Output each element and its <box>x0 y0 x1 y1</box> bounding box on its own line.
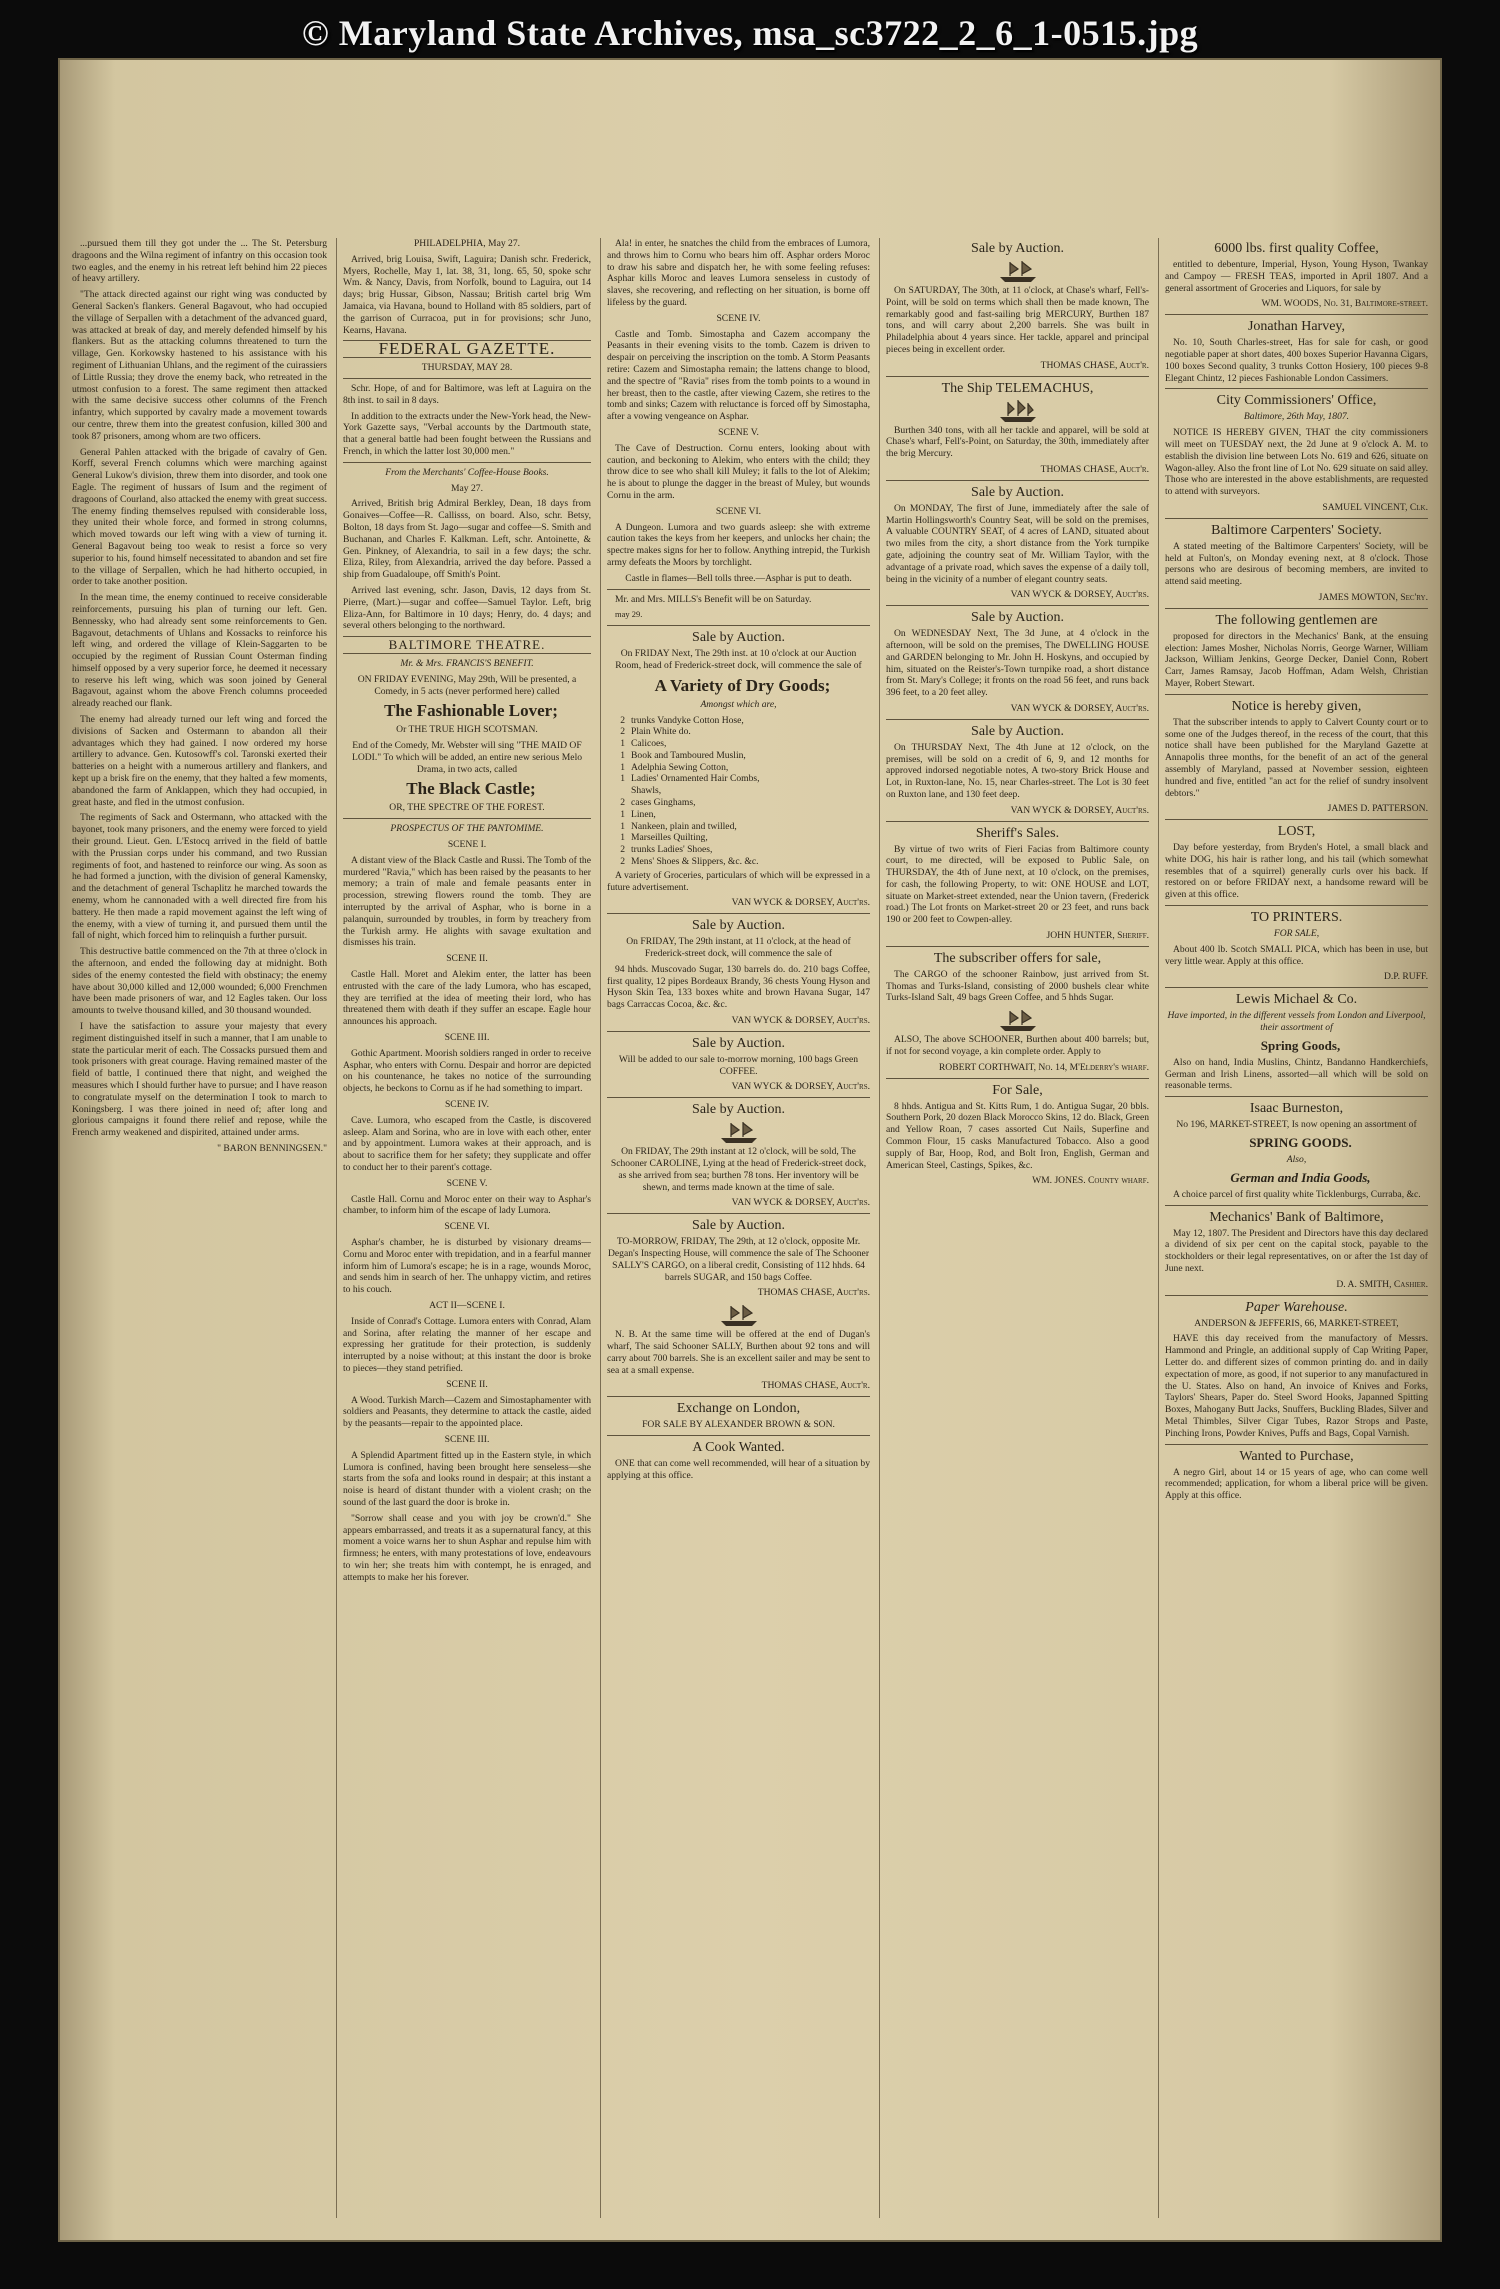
ad-title: Sale by Auction. <box>692 918 785 934</box>
ad-text: By virtue of two writs of Fieri Facias from Baltimore county court, to me directed, will be exposed to Public Sale, on THURSDAY, the 4th of June next, at 10 o'clock, on the premises, for cash, the following Property, to wit: ONE HOUSE and LOT, situate on Market-street extended, near the Union tavern, (Frederick road.) The Lot fronts on Market-street 20 or 23 feet, and runs back 190 or 200 feet to Cowpen-alley. <box>886 843 1149 926</box>
scene-heading: SCENE III. <box>444 1032 490 1044</box>
list-item: 2 trunks Ladies' Shoes, <box>620 844 713 856</box>
divider <box>607 625 870 626</box>
ad-subheading: FOR SALE, <box>1273 928 1320 940</box>
ad-signer: VAN WYCK & DORSEY, Auct'rs. <box>1010 804 1149 816</box>
ad-signer: VAN WYCK & DORSEY, Auct'rs. <box>1010 702 1149 714</box>
scene-text: A Wood. Turkish March—Cazem and Simostaphamenter with soldiers and Peasants, they determine to attack the castle, aided by the peasants—repair to the appointed place. <box>343 1394 591 1430</box>
scene-text: The Cave of Destruction. Cornu enters, looking about with caution, and beckoning to Alekim, who enters with the child; they throw dice to see who shall kill Muley; it falls to the lot of Alekim; he is about to plunge the dagger in the breast of Muley, but wounds Cornu in the arm. <box>607 442 870 501</box>
scene-text: Ala! in enter, he snatches the child from the embraces of Lumora, and throws him to Cornu who bears him off. Asphar orders Moroc to draw his sabre and dispatch her, he with some feeling refuses: Asphar kills Moroc and leaves Lumora senseless in custody of slaves, she recovering, and reflecting on her situation, is borne off lifeless by the guard. <box>607 238 870 308</box>
ad-title: Lewis Michael & Co. <box>1235 992 1358 1008</box>
ad-signer: VAN WYCK & DORSEY, Auct'rs. <box>1010 589 1149 601</box>
scene-text: Castle Hall. Cornu and Moroc enter on their way to Asphar's chamber, to inform him of the escape of lady Lumora. <box>343 1193 591 1217</box>
divider <box>1165 1295 1428 1296</box>
news-text: In addition to the extracts under the New-York head, the New-York Gazette says, "Verbal accounts by the Dartmouth state, that a general battle had been fought between the Russians and French, in which the latter lost 30,000 men." <box>343 410 591 457</box>
scene-heading: SCENE V. <box>718 426 759 438</box>
ad-title: Jonathan Harvey, <box>1247 319 1346 335</box>
ad-title: Sale by Auction. <box>692 630 785 646</box>
ad-title: Baltimore Carpenters' Society. <box>1211 522 1382 538</box>
ad-text: FOR SALE BY ALEXANDER BROWN & SON. <box>642 1419 835 1431</box>
ad-signer: WM. WOODS, No. 31, Baltimore-street. <box>1261 298 1428 310</box>
notice-date: may 29. <box>615 609 643 620</box>
ad-headline: SPRING GOODS. <box>1249 1135 1352 1151</box>
ad-title: Paper Warehouse. <box>1245 1299 1348 1315</box>
scene-text: A distant view of the Black Castle and Russi. The Tomb of the murdered "Ravia," which has been raised by the peasants to her memory; a train of male and female peasants enter in procession, strewing flowers round the tomb. They are interrupted by the arrival of Asphar, who is borne in a palanquin, surrounded by troubles, in form by treachery from the Turkish army. He alights with savage exultation and dismisses his train. <box>343 854 591 949</box>
ad-signer: JOHN HUNTER, Sheriff. <box>1046 930 1149 942</box>
ad-text: Have imported, in the different vessels from London and Liverpool, their assortment of <box>1167 1010 1426 1034</box>
list-item: 1 Ladies' Ornamented Hair Combs, <box>620 773 760 785</box>
list-item: 2 cases Ginghams, <box>620 797 696 809</box>
ad-title: LOST, <box>1277 824 1316 840</box>
divider <box>886 480 1149 481</box>
ad-signer: THOMAS CHASE, Auct'rs. <box>757 1287 870 1299</box>
ship-icon <box>998 1008 1038 1032</box>
divider <box>1165 314 1428 315</box>
article-text: I have the satisfaction to assure your majesty that every regiment distinguished itself in such a manner, that I am unable to state the particular merit of each. The Cossacks pursued them and took prisoners with great courage. Having remained master of the field of battle, I continued there that night, and weighed the measures which I should further have to pursue; and I have reason to congratulate myself on the determination I took to march to Koningsberg. I was there joined in need of; after long and glorious campaigns it found there relief and repose, while the French army weakened and dispirited, attained under arms. <box>72 1021 327 1139</box>
scene-heading: ACT II—SCENE I. <box>429 1299 505 1311</box>
list-item: 2 Plain White do. <box>620 726 691 738</box>
divider <box>1165 1444 1428 1445</box>
divider <box>1165 388 1428 389</box>
blank-margin <box>60 60 1440 235</box>
exchange-text: Arrived, British brig Admiral Berkley, Dean, 18 days from Gonaives—Coffee—R. Callisss, on board. Also, schr. Betsy, Bolton, 18 days from St. Jago—sugar and coffee—S. Smith and Buchanan, and Charles F. Kalkman. Left, schr. Antoinette, & Gen. Pinkney, of Alexandria, to sail in a few days; the schr. Eliza, Riley, from Alexandria, arrived the day before. Passed a ship from Guadaloupe, off Smith's Point. <box>343 498 591 581</box>
ad-text: On MONDAY, The first of June, immediately after the sale of Martin Hollingsworth's Country Seat, will be sold on the premises, A valuable COUNTRY SEAT, of 4 acres of LAND, situated about two miles from the city, a short distance from the York turnpike gate, adjoining the country seat of Mr. William Taylor, with the advantage of a private road, which saves the expense of a daily toll, being in the vicinity of a number of elegant country seats. <box>886 502 1149 585</box>
exchange-text: Arrived last evening, schr. Jason, Davis, 12 days from St. Pierre, (Mart.)—sugar and coffee—Samuel Taylor. Left, brig Eliza-Ann, for Baltimore in 10 days; Henry, do. 4 days; and several others belonging to the northward. <box>343 584 591 632</box>
ad-title: TO PRINTERS. <box>1250 910 1343 926</box>
divider <box>1165 905 1428 906</box>
ad-text: NOTICE IS HEREBY GIVEN, THAT the city commissioners will meet on TUESDAY next, the 2d June at 9 o'clock A. M. to establish the division line between Lots No. 619 and 626, situate on Wagon-alley. Also the front line of Lot No. 629 situate on said alley. Those who are interested in the above establishments, are requested to attend with surveyors. <box>1165 427 1428 498</box>
ad-title: Wanted to Purchase, <box>1239 1448 1354 1464</box>
scene-heading: SCENE V. <box>446 1177 488 1189</box>
divider <box>1165 987 1428 988</box>
divider <box>1165 1205 1428 1206</box>
scene-heading: SCENE VI. <box>715 505 762 517</box>
divider <box>343 818 591 819</box>
divider <box>607 1396 870 1397</box>
divider <box>886 821 1149 822</box>
benefit-heading: Mr. & Mrs. FRANCIS'S BENEFIT. <box>400 657 534 669</box>
divider <box>607 1097 870 1098</box>
divider <box>343 378 591 379</box>
scene-closing: Castle in flames—Bell tolls three.—Asphar is put to death. <box>625 572 852 584</box>
list-item: 1 Nankeen, plain and twilled, <box>620 820 737 832</box>
ad-title: The subscriber offers for sale, <box>933 950 1102 966</box>
divider <box>607 1435 870 1436</box>
divider <box>607 589 870 590</box>
article-text: ...pursued them till they got under the ... The St. Petersburg dragoons and the Wilna regiment of infantry on this occasion took two eagles, and the enemy in his retreat left behind him 22 pieces of heavy artillery. <box>72 238 327 285</box>
list-item: 1 Marseilles Quilting, <box>620 832 708 844</box>
ad-title: Sale by Auction. <box>692 1218 785 1234</box>
ad-signer: VAN WYCK & DORSEY, Auct'rs. <box>731 897 870 909</box>
ad-signer: VAN WYCK & DORSEY, Auct'rs. <box>731 1081 870 1093</box>
ad-title: Isaac Burneston, <box>1249 1101 1344 1117</box>
list-item: 2 trunks Vandyke Cotton Hose, <box>620 714 744 726</box>
ad-text: A stated meeting of the Baltimore Carpenters' Society, will be held at Fulton's, on Monday evening next, at 8 o'clock. Those persons who are desirous of becoming members, are invited to attend said meeting. <box>1165 540 1428 588</box>
scene-text: Castle and Tomb. Simostapha and Cazem accompany the Peasants in their evening visits to the tomb. Cazem is driven to despair on perceiving the inscription on the tomb. A Storm Peasants retire: Cazem and Simostapha remain; the lattens change to blood, and the spectre of "Ravia" rises from the tomb points to a wound in her breast, then to the castle, after viewing Cazem, she retires to the tomb and sinks; Cazem with reluctance is forced off by Simostapha, after a vowing vengeance on Asphar. <box>607 328 870 423</box>
ad-title: The Ship TELEMACHUS, <box>941 380 1094 396</box>
divider <box>1165 518 1428 519</box>
ad-signer: THOMAS CHASE, Auct'r. <box>1040 463 1149 475</box>
ad-title: Sale by Auction. <box>692 1035 785 1051</box>
ad-signer: THOMAS CHASE, Auct'r. <box>761 1380 870 1392</box>
goods-list <box>607 715 870 868</box>
ad-title: Sheriff's Sales. <box>975 825 1060 841</box>
divider <box>886 1078 1149 1079</box>
scene-heading: SCENE VI. <box>444 1221 490 1233</box>
play-subtitle: OR, THE SPECTRE OF THE FOREST. <box>389 802 545 814</box>
exchange-date: May 27. <box>451 482 483 494</box>
ad-title: For Sale, <box>992 1082 1043 1098</box>
ad-title: Sale by Auction. <box>971 484 1064 500</box>
ad-text: 94 hhds. Muscovado Sugar, 130 barrels do. do. 210 bags Coffee, first quality, 12 pipes Bordeaux Brandy, 36 chests Young Hyson and Hyson Skin Tea, 133 boxes white and brown Havana Sugar, 147 bags Carraccas Cocoa, &c. &c. <box>607 963 870 1011</box>
scene-text: Asphar's chamber, he is disturbed by visionary dreams—Cornu and Moroc enter with trepidation, and in a fearful manner inform him of Lumora's escape; he is in a rage, wounds Moroc, and sends him in search of her. The unhappy victim, and retires to his couch. <box>343 1236 591 1296</box>
ad-text: May 12, 1807. The President and Directors have this day declared a dividend of six per cent on the capital stock, payable to the stockholders or their legal representatives, on or after the 1st day of June next. <box>1165 1227 1428 1275</box>
article-text: General Pahlen attacked with the brigade of cavalry of Gen. Korff, several French columns which were marching against General Lukow's division, threw them into disorder, and took one Eagle. The regiment of hussars of Isum and the regiment of dragoons of Courland, also attacked the enemy with great success. The enemy finding themselves repulsed with considerable loss, they united their whole force, and formed in strong columns, which moved towards our left wing with a view of turning it. General Bagavout being too weak to resist a force so very superior to his, found himself necessitated to abandon and set fire to the village of Serpallen, which he had hitherto occupied, in order to take another position. <box>72 446 327 588</box>
ad-text: That the subscriber intends to apply to Calvert County court or to some one of the Judges thereof, in the recess of the court, that this notice shall have been published for the Maryland Gazette at Annapolis three months, for the benefit of an act of the general assembly of Maryland, passed at November session, eighteen hundred and five, entitled "an act for the relief of sundry insolvent debtors." <box>1165 716 1428 799</box>
column-4 <box>879 238 1149 2218</box>
archive-watermark: © Maryland State Archives, msa_sc3722_2_6_1-0515.jpg <box>301 13 1199 53</box>
newspaper-columns <box>72 238 1428 2218</box>
scene-text: A Dungeon. Lumora and two guards asleep: she with extreme caution takes the keys from her keepers, and unlocks her chain; the spectre makes signs for her to follow. Anything intrepid, the Turkish army defeats the Moors by torchlight. <box>607 521 870 568</box>
play-text: End of the Comedy, Mr. Webster will sing "THE MAID OF LODI." To which will be added, an entire new serious Melo Drama, in two acts, called <box>351 740 583 775</box>
scene-text: "Sorrow shall cease and you with joy be crown'd." She appears embarrassed, and treats it as a supernatural fancy, at this moment a voice warns her to shun Asphar and repulse him with firmness; he enters, with many protestations of love, endeavours to win her; she treats him with contempt, he is enraged, and attempts to make her his forever. <box>343 1512 591 1583</box>
article-text: "The attack directed against our right wing was conducted by General Sacken's flankers. General Bagavout, who had occupied the village of Serpallen with a detachment of the advanced guard, was attacked at break of day, and merely defended himself by his flankers. But as the attacking columns threatened to turn the village, Gen. Korkowsky hastened to his assistance with his regiment of Lithuanian Uhlans, and the regiment of the cuirassiers of Little Russia; they drove the enemy back, who retreated in the utmost confusion to a forest. The same regiment then attacked with the same decisive success other columns of the French infantry, which supported by cavalry made a movement towards our centre, threw them into the greatest confusion, killed 300 and took 87 prisoners, among whom are two officers. <box>72 289 327 442</box>
ad-signer: SAMUEL VINCENT, Clk. <box>1322 501 1428 513</box>
play-title: The Black Castle; <box>406 779 536 799</box>
divider <box>1165 694 1428 695</box>
play-subtitle: Or THE TRUE HIGH SCOTSMAN. <box>396 724 538 736</box>
scene-heading: SCENE IV. <box>444 1099 490 1111</box>
ad-text: On THURSDAY Next, The 4th June at 12 o'clock, on the premises, will be sold on a credit of 6, 9, and 12 months for approved indorsed negotiable notes, A two-story Brick House and Lot, in Ruxton-lane, No. 15, near Charles-street. The Lot is 30 feet on Ruxton lane, and 130 feet deep. <box>886 741 1149 800</box>
scene-text: Castle Hall. Moret and Alekim enter, the latter has been entrusted with the care of the lady Lumora, who has escaped, they are terrified at the idea of meeting their lord, who has threatened them with death if they suffer an escape. Eagle hour announces his approach. <box>343 969 591 1028</box>
article-text: In the mean time, the enemy continued to receive considerable reinforcements, pursuing his plan of turning our left. Gen. Bennessky, who had already sent some reinforcements to Gen. Bagavout, detachments of Uhlans and Kossacks to reinforce his left wing, and ordered the village of Klein-Saggarten to be occupied by the regiment of Russian Count Osterman finding himself opposed by a very superior force, he deemed it necessary to reserve his left wing, which was soon joined by General Bagavout, against whom the above French columns proceeded already reached our flank. <box>72 592 327 710</box>
divider <box>1165 1096 1428 1097</box>
divider <box>1165 608 1428 609</box>
ad-title: Sale by Auction. <box>971 241 1064 256</box>
ad-title: Notice is hereby given, <box>1231 698 1362 714</box>
ad-text: Burthen 340 tons, with all her tackle and apparel, will be sold at Chase's wharf, Fell's-Point, on Saturday, the 30th, immediately after the brig Mercury. <box>886 424 1149 460</box>
scene-heading: SCENE IV. <box>716 312 761 324</box>
scene-heading: SCENE II. <box>446 1378 488 1390</box>
scene-text: Gothic Apartment. Moorish soldiers ranged in order to receive Asphar, who enters with Cornu. Despair and horror are depicted on his countenance, he takes no notice of the surrounding objects, he beckons to Cornu as if he had something to impart. <box>343 1047 591 1095</box>
ad-subheading: Also, <box>1286 1154 1307 1166</box>
column-3 <box>600 238 870 2218</box>
news-text: Schr. Hope, of and for Baltimore, was left at Laguira on the 8th inst. to sail in 8 days. <box>343 382 591 406</box>
ad-text: N. B. At the same time will be offered at the end of Dugan's wharf, The said Schooner SALLY, Burthen about 92 tons and will carry about 700 barrels. She is an excellent sailer and may be sent to sea at a small expense. <box>607 1329 870 1376</box>
list-item: 2 Mens' Shoes & Slippers, &c. &c. <box>620 856 759 868</box>
ad-signer: WM. JONES. County wharf. <box>1032 1175 1149 1187</box>
list-item: 1 Book and Tamboured Muslin, <box>620 749 746 761</box>
ad-text: A variety of Groceries, particulars of which will be expressed in a future advertisement. <box>607 869 870 893</box>
scene-text: Inside of Conrad's Cottage. Lumora enters with Conrad, Alam and Sorina, after relating the manner of her escape and expressing her gratitude for their protection, is suddenly interrupted by a noise without; at this instant the door is broke to pieces—they stand petrified. <box>343 1315 591 1374</box>
ad-text: Will be added to our sale to-morrow morning, 100 bags Green COFFEE. <box>618 1053 859 1077</box>
column-1 <box>72 238 327 2218</box>
ad-signer: VAN WYCK & DORSEY, Auct'rs. <box>731 1015 870 1027</box>
newspaper-page <box>60 60 1440 2240</box>
scene-text: Cave. Lumora, who escaped from the Castle, is discovered asleep. Alam and Sorina, who are in love with each other, enter and by appointment. Lumora wakes at their approach, and is about to sacrifice them for her safety; they supplicate and offer to conduct her to their parent's cottage. <box>343 1114 591 1173</box>
benefit-text: ON FRIDAY EVENING, May 29th, Will be presented, a Comedy, in 5 acts (never performed here) called <box>357 673 577 697</box>
column-5 <box>1158 238 1428 2218</box>
dateline: PHILADELPHIA, May 27. <box>413 238 521 249</box>
ad-text: No. 10, South Charles-street, Has for sale for cash, or good negotiable paper at short dates, 400 boxes Superior Havanna Cigars, 100 boxes Second quality, 3 trunks Cotton Hosiery, 100 pieces 9-8 Elegant Chintz, 12 pieces Fashionable London Cassimers. <box>1165 337 1428 384</box>
ad-text: On SATURDAY, The 30th, at 11 o'clock, at Chase's wharf, Fell's-Point, will be sold on terms which shall then be made known, The remarkably good and fast-sailing brig MERCURY, Burthen 187 tons, and will carry about 2,200 barrels. She was built in Philadelphia about 4 years since. Her tackle, apparel and principal pieces being in excellent order. <box>886 285 1149 355</box>
divider <box>886 376 1149 377</box>
ad-text: On FRIDAY, The 29th instant, at 11 o'clock, at the head of Frederick-street dock, will commence the sale of <box>626 936 851 960</box>
ad-text: entitled to debenture, Imperial, Hyson, Young Hyson, Twankay and Campoy — FRESH TEAS, imported in April 1807. And a general assortment of Groceries and Liquors, for sale by <box>1165 259 1428 294</box>
list-item: 1 Adelphia Sewing Cotton, <box>620 761 729 773</box>
ad-text: ALSO, The above SCHOONER, Burthen about 400 barrels; but, if not for second voyage, a kin complete order. Apply to <box>886 1034 1149 1058</box>
ad-headline: A Variety of Dry Goods; <box>654 675 831 695</box>
ad-subheading: Amongst which are, <box>700 698 777 710</box>
ad-title: 6000 lbs. first quality Coffee, <box>1214 241 1379 256</box>
list-item: Shawls, <box>631 785 662 797</box>
divider <box>1165 819 1428 820</box>
divider <box>886 946 1149 947</box>
ad-title: A Cook Wanted. <box>692 1439 785 1455</box>
ad-text: About 400 lb. Scotch SMALL PICA, which has been in use, but very little wear. Apply at this office. <box>1165 943 1428 967</box>
ad-text: A negro Girl, about 14 or 15 years of age, who can come well recommended; application, for whom a liberal price will be given. Apply at this office. <box>1165 1466 1428 1502</box>
ad-text: No 196, MARKET-STREET, Is now opening an assortment of <box>1176 1119 1417 1131</box>
scene-text: A Splendid Apartment fitted up in the Eastern style, in which Lumora is confined, having been brought here senseless—she starts from the sofa and looks round in despair; at this instant a noise is heard of distant thunder with a violent crash; on the sound of the last guard the door is broke in. <box>343 1449 591 1508</box>
article-text: The enemy had already turned our left wing and forced the divisions of Sacken and Ostermann to abandon all their advantages which they had gained. I now ordered my horse artillery to advance. Gen. Kutosowff's col. Taronski exerted their batteries on a height with a numerous artillery and flankers, and kept up a brisk fire on the enemy, that they halted a few moments, abandoned the farm of Anklappen, which they had occupied, in great haste, and fled in the utmost confusion. <box>72 714 327 808</box>
theatre-heading: BALTIMORE THEATRE. <box>343 636 591 654</box>
prospectus-heading: PROSPECTUS OF THE PANTOMIME. <box>390 823 544 835</box>
ship-icon <box>998 259 1038 283</box>
ad-signer: THOMAS CHASE, Auct'r. <box>1040 359 1149 371</box>
divider <box>886 605 1149 606</box>
ad-title: Exchange on London, <box>676 1401 801 1417</box>
ad-title: Sale by Auction. <box>692 1102 785 1118</box>
ad-text: On WEDNESDAY Next, The 3d June, at 4 o'clock in the afternoon, will be sold on the premises, The DWELLING HOUSE and GARDEN belonging to Mr. John H. Hoskyns, and occupied by him, situated on the Reister's-Town turnpike road, a short distance from St. Mary's College; it fronts on the road 56 feet, and runs back 396 feet, to a 20 feet alley. <box>886 628 1149 699</box>
divider <box>343 462 591 463</box>
ad-text: The CARGO of the schooner Rainbow, just arrived from St. Thomas and Turks-Island, consisting of 2000 bushels clear white Turks-Island Salt, 49 bags Green Coffee, and 5 hhds Sugar. <box>886 968 1149 1004</box>
ad-signer: JAMES D. PATTERSON. <box>1327 803 1428 815</box>
play-title: The Fashionable Lover; <box>384 701 558 721</box>
ship-icon <box>719 1303 759 1327</box>
ad-headline: Spring Goods, <box>1260 1037 1341 1053</box>
ad-title: Sale by Auction. <box>971 723 1064 739</box>
arrivals-text: Arrived, brig Louisa, Swift, Laguira; Danish schr. Frederick, Myers, Rochelle, May 1, lat. 38, 31, long. 65, 50, spoke schr Wm. & Nancy, Davis, from Norfolk, bound to Laguira, out 14 days; brig Hussar, Gibson, Nassau; British cartel brig Wm Jamaica, via Havana, bound to Holland with 85 soldiers, part of the garrison of Curracoa, put in for provisions; schr Juno, Kearns, Havana. <box>343 253 591 336</box>
ad-text: A choice parcel of first quality white Ticklenburgs, Curraba, &c. <box>1173 1188 1421 1200</box>
ad-signer: VAN WYCK & DORSEY, Auct'rs. <box>731 1197 870 1209</box>
scene-heading: SCENE II. <box>446 953 488 965</box>
scene-heading: SCENE I. <box>447 839 487 851</box>
divider <box>607 913 870 914</box>
ad-text: proposed for directors in the Mechanics' Bank, at the ensuing election: James Mosher, Nicholas Norris, George Warner, William Jackson, William Jenkins, George Decker, Daniel Conn, Robert Carr, James Ramsay, Jacob Hoffman, Adam Welsh, Christian Mayer, Robert Stewart. <box>1165 630 1428 689</box>
ad-signer: ROBERT CORTHWAIT, No. 14, M'Elderry's wharf. <box>938 1061 1149 1073</box>
ad-text: TO-MORROW, FRIDAY, The 29th, at 12 o'clock, opposite Mr. Degan's Inspecting House, will commence the sale of The Schooner SALLY'S CARGO, on a liberal credit, Consisting of 112 hhds. 64 barrels SUGAR, and 150 bags Coffee. <box>607 1236 870 1283</box>
ad-headline: German and India Goods, <box>1230 1169 1371 1185</box>
ad-text: Day before yesterday, from Bryden's Hotel, a small black and white DOG, his hair is rather long, and his tail (which somewhat resembles that of a squirrel) generally curls over his back. If restored on or before FRIDAY next, a handsome reward will be given at this office. <box>1165 842 1428 901</box>
list-item: 1 Linen, <box>620 808 656 820</box>
ad-title: The following gentlemen are <box>1215 612 1378 628</box>
masthead-date: THURSDAY, MAY 28. <box>421 362 513 374</box>
article-signature: " BARON BENNINGSEN." <box>217 1142 327 1154</box>
scene-heading: SCENE III. <box>444 1433 490 1445</box>
ad-signer: D.P. RUFF. <box>1383 971 1428 983</box>
article-text: This destructive battle commenced on the 7th at three o'clock in the afternoon, and ended the following day at midnight. Both sides of the enemy contested the field with obstinacy; the enemy have about 30,000 killed and 12,000 wounded; 6,000 Frenchmen have been made prisoners of war, and 12 Eagles taken. Our loss amounts to twelve thousand killed, and 30 thousand wounded. <box>72 946 327 1017</box>
ad-text: On FRIDAY Next, The 29th inst. at 10 o'clock at our Auction Room, head of Frederick-street dock, will commence the sale of <box>615 648 862 671</box>
ad-text: ONE that can come well recommended, will hear of a situation by applying at this office. <box>607 1457 870 1481</box>
ship-icon <box>998 399 1038 423</box>
ad-text: 8 hhds. Antigua and St. Kitts Rum, 1 do. Antigua Sugar, 20 bbls. Southern Pork, 20 dozen Black Morocco Skins, 12 do. Black, Green and Yellow Roan, 7 cases assorted Cut Nails, Superfine and Common Flour, 15 casks Manufactured Tobacco. Also a good supply of Bar, Hoop, Rod, and Bolt Iron, English, German and American Steel, Castings, Spikes, &c. <box>886 1100 1149 1171</box>
ad-title: Sale by Auction. <box>971 610 1064 626</box>
ad-text: Also on hand, India Muslins, Chintz, Bandanno Handkerchiefs, German and Irish Linens, assorted—all which will be sold on reasonable terms. <box>1165 1056 1428 1092</box>
benefit-notice: Mr. and Mrs. MILLS's Benefit will be on Saturday. <box>615 593 812 605</box>
article-text: The regiments of Sack and Ostermann, who attacked with the bayonet, took many prisoners, and the enemy were forced to yield their ground. Lieut. Gen. L'Estocq arrived in the field of battle with the Prussian corps under his command, and two Russian regiments of foot, and hastened to reinforce our wing. As soon as he had formed a junction, with the division of general Kamensky, and the detachment of general Tschaplitz he marched towards the enemy, whom he cannonaded with a well directed fire from his battery. He then made a rapid movement against the left wing of the enemy, with a view of turning it, and pursued them until the fall of night, which forced him to relinquish a further pursuit. <box>72 812 327 942</box>
ship-icon <box>719 1120 759 1144</box>
divider <box>886 719 1149 720</box>
exchange-heading: From the Merchants' Coffee-House Books. <box>385 466 549 478</box>
ad-text: HAVE this day received from the manufactory of Messrs. Hammond and Pringle, an additional supply of Cap Writing Paper, Letter do. and different sizes of common printing do. and in daily expectation of more, as good, if not superior to any manufactured in the U. States. Also on hand, An invoice of Knives and Forks, Taylors' Shears, Paper do. Steel Sword Hooks, Japanned Spitting Boxes, Mahogany Butt Jacks, Snuffers, Buckling Blades, Silver and Metal Thimbles, Silver Cigar Tubes, Razor Strops and Paste, Pinching Irons, Powder Knives, Puffs and Bags, Copal Varnish. <box>1165 1333 1428 1439</box>
ad-signer: D. A. SMITH, Cashier. <box>1336 1278 1428 1290</box>
ad-subheading: ANDERSON & JEFFERIS, 66, MARKET-STREET, <box>1194 1317 1399 1329</box>
ad-subheading: Baltimore, 26th May, 1807. <box>1243 411 1350 423</box>
ad-signer: JAMES MOWTON, Sec'ry. <box>1318 591 1428 603</box>
masthead-title: FEDERAL GAZETTE. <box>343 340 591 358</box>
divider <box>607 1213 870 1214</box>
column-2 <box>336 238 591 2218</box>
list-item: 1 Calicoes, <box>620 738 667 750</box>
ad-text: On FRIDAY, The 29th instant at 12 o'clock, will be sold, The Schooner CAROLINE, Lying at the head of Frederick-street dock, as she arrived from sea; burthen 78 tons. Her inventory will be shewn, and terms made known at the time of sale. <box>610 1146 867 1193</box>
ad-title: Mechanics' Bank of Baltimore, <box>1209 1209 1384 1225</box>
divider <box>607 1031 870 1032</box>
ad-title: City Commissioners' Office, <box>1216 393 1377 409</box>
